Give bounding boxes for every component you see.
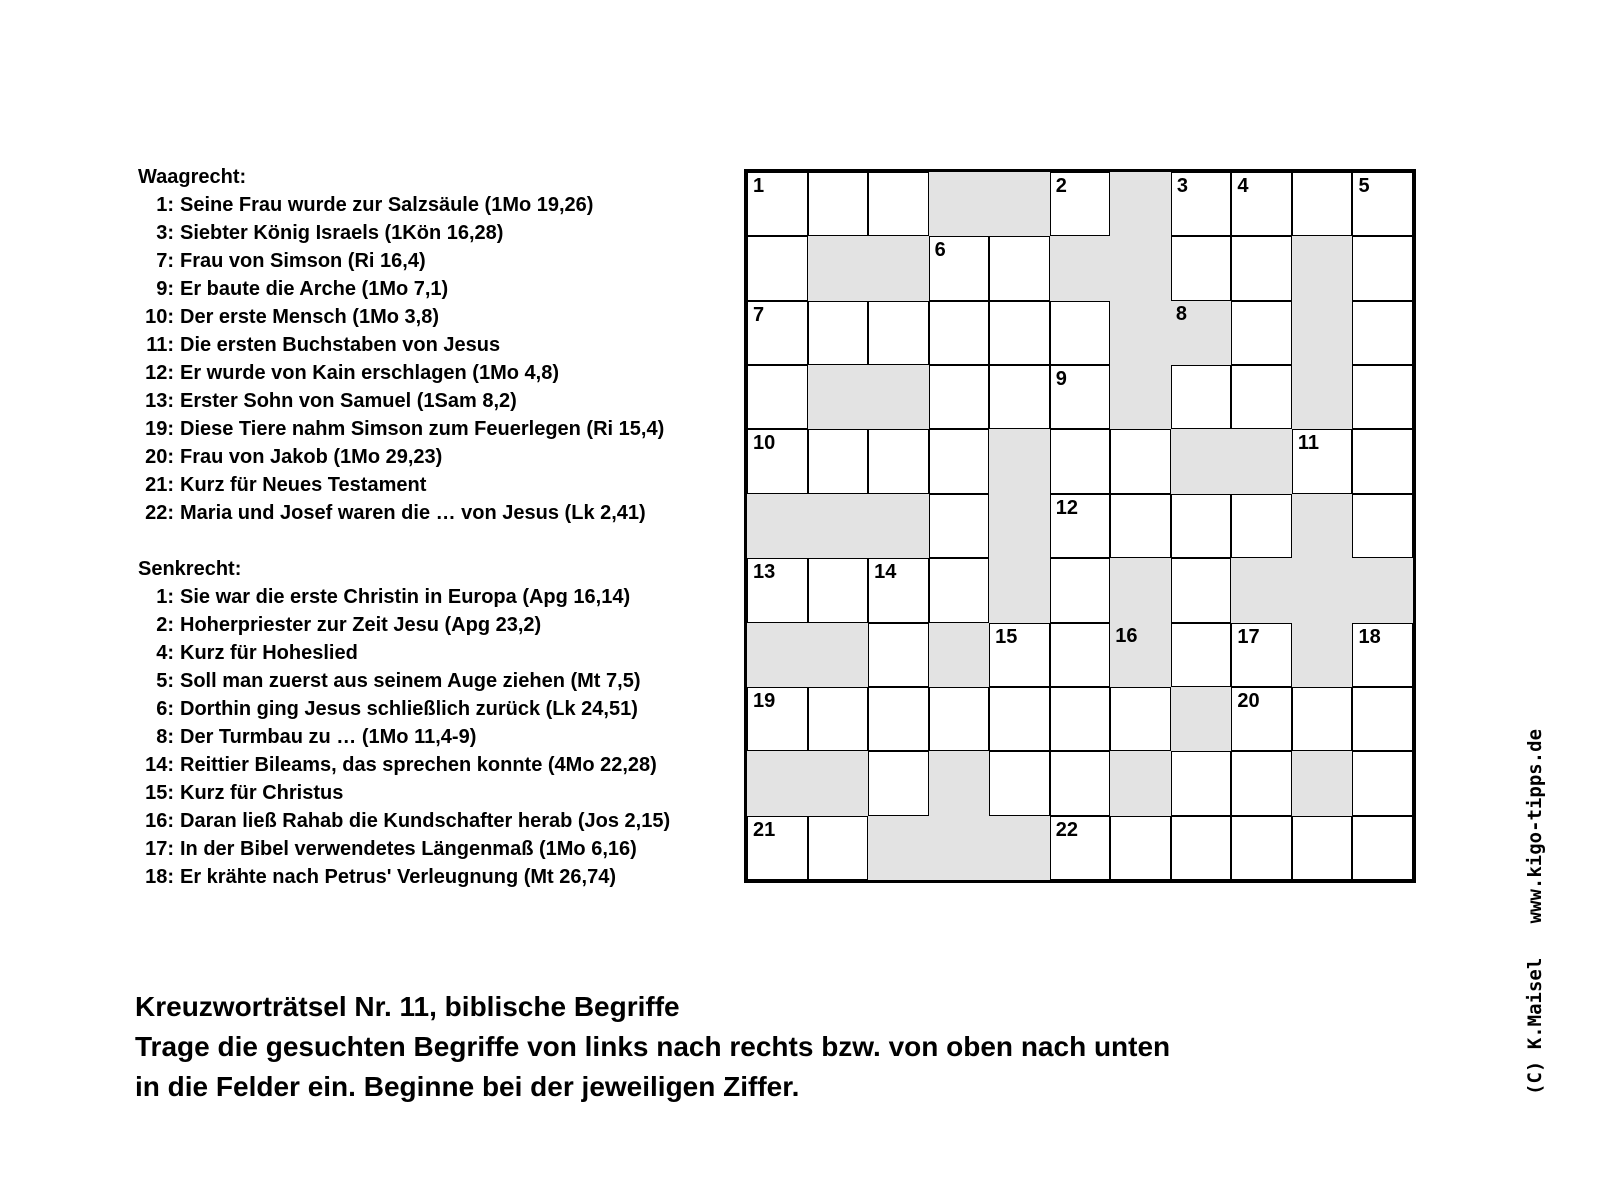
grid-cell[interactable] (1231, 494, 1292, 558)
grid-cell[interactable] (1171, 751, 1232, 815)
grid-block (989, 494, 1050, 558)
grid-cell[interactable] (1292, 172, 1353, 236)
grid-cell[interactable] (1231, 751, 1292, 815)
cell-number: 19 (753, 689, 776, 712)
clue-text: Soll man zuerst aus seinem Auge ziehen (Mt 7,5) (180, 670, 641, 692)
clue-text: Der Turmbau zu … (1Mo 11,4-9) (180, 726, 477, 748)
clue-item (138, 695, 718, 723)
grid-cell[interactable] (989, 687, 1050, 751)
clue-item (138, 863, 718, 891)
grid-cell[interactable] (1050, 816, 1111, 880)
cell-number: 3 (1176, 175, 1188, 197)
grid-cell[interactable] (1171, 623, 1232, 687)
clue-item (138, 667, 718, 695)
clue-text: Kurz für Christus (180, 782, 344, 804)
cell-number: 10 (753, 432, 776, 455)
clue-item (138, 331, 718, 359)
clue-text: Seine Frau wurde zur Salzsäule (1Mo 19,26) (180, 194, 594, 216)
grid-cell[interactable] (1231, 816, 1292, 880)
cell-number: 22 (1055, 818, 1078, 841)
grid-cell[interactable] (1050, 429, 1111, 493)
clue-number: 3: (156, 222, 174, 244)
grid-cell[interactable] (1352, 751, 1413, 815)
grid-cell[interactable] (747, 687, 808, 751)
clue-text: Dorthin ging Jesus schließlich zurück (Lk 24,51) (180, 698, 638, 720)
instruction-line-1: Trage die gesuchten Begriffe von links nach rechts bzw. von oben nach unten (135, 1031, 1171, 1062)
grid-cell[interactable] (808, 429, 869, 493)
grid-cell[interactable] (1352, 365, 1413, 429)
grid-block (1110, 301, 1171, 365)
cell-number: 5 (1358, 175, 1370, 197)
cell-number: 15 (995, 625, 1018, 648)
grid-block (1171, 301, 1232, 365)
cell-number: 14 (874, 561, 897, 584)
grid-block (808, 751, 869, 815)
grid-block (989, 816, 1050, 880)
grid-cell[interactable] (808, 558, 869, 622)
grid-cell[interactable] (747, 558, 808, 622)
clue-text: Der erste Mensch (1Mo 3,8) (180, 306, 439, 328)
grid-cell[interactable] (1231, 172, 1292, 236)
clue-item (138, 639, 718, 667)
grid-cell[interactable] (868, 429, 929, 493)
clue-text: Hoherpriester zur Zeit Jesu (Apg 23,2) (180, 614, 542, 636)
grid-block (747, 623, 808, 687)
grid-block (989, 558, 1050, 622)
copyright-credit: (C) K.Maisel www.kigo-tipps.de (1524, 728, 1546, 1095)
grid-block (1292, 751, 1353, 815)
grid-cell[interactable] (1050, 687, 1111, 751)
grid-block (1352, 558, 1413, 622)
grid-cell[interactable] (1231, 301, 1292, 365)
puzzle-title: Kreuzworträtsel Nr. 11, biblische Begriffe (135, 991, 680, 1022)
grid-cell[interactable] (1110, 687, 1171, 751)
grid-block (1292, 558, 1353, 622)
grid-cell[interactable] (868, 623, 929, 687)
clue-item (138, 247, 718, 275)
grid-cell[interactable] (868, 751, 929, 815)
clue-item (138, 807, 718, 835)
grid-block (808, 623, 869, 687)
cell-number: 8 (1175, 302, 1187, 325)
grid-cell[interactable] (868, 687, 929, 751)
grid-block (868, 236, 929, 300)
grid-block (1110, 558, 1171, 622)
cell-number: 1 (753, 175, 765, 197)
grid-cell[interactable] (1231, 236, 1292, 300)
grid-block (1110, 172, 1171, 236)
crossword-grid (744, 169, 1416, 883)
cell-number: 6 (934, 239, 946, 262)
clue-number: 9: (156, 278, 174, 300)
cell-number: 20 (1237, 689, 1260, 712)
cell-number: 2 (1055, 175, 1067, 197)
grid-cell[interactable] (808, 172, 869, 236)
clue-item (138, 583, 718, 611)
clue-item (138, 471, 718, 499)
grid-block (808, 236, 869, 300)
clue-item (138, 359, 718, 387)
clue-list (138, 163, 718, 891)
clue-text: Er krähte nach Petrus' Verleugnung (Mt 26,74) (180, 866, 616, 888)
grid-cell[interactable] (1352, 429, 1413, 493)
cell-number: 11 (1297, 432, 1320, 455)
grid-cell[interactable] (1050, 301, 1111, 365)
clue-text: Frau von Simson (Ri 16,4) (180, 250, 426, 272)
clue-number: 14: (145, 754, 174, 776)
grid-block (808, 365, 869, 429)
across-heading: Waagrecht: (138, 166, 247, 188)
grid-cell[interactable] (1050, 558, 1111, 622)
grid-block (989, 429, 1050, 493)
clue-text: Kurz für Neues Testament (180, 474, 427, 496)
clue-number: 5: (156, 670, 174, 692)
grid-block (808, 494, 869, 558)
clue-text: Kurz für Hoheslied (180, 642, 358, 664)
grid-cell[interactable] (1292, 816, 1353, 880)
grid-cell[interactable] (929, 365, 990, 429)
grid-cell[interactable] (1171, 558, 1232, 622)
grid-block (1110, 365, 1171, 429)
grid-block (929, 751, 990, 815)
grid-cell[interactable] (1110, 429, 1171, 493)
grid-cell[interactable] (929, 494, 990, 558)
grid-cell[interactable] (1171, 494, 1232, 558)
clue-item (138, 779, 718, 807)
grid-cell[interactable] (747, 236, 808, 300)
grid-cell[interactable] (1171, 172, 1232, 236)
grid-block (989, 172, 1050, 236)
grid-cell[interactable] (989, 301, 1050, 365)
cell-number: 4 (1237, 175, 1249, 197)
grid-cell[interactable] (1352, 687, 1413, 751)
cell-number: 16 (1115, 624, 1138, 647)
grid-cell[interactable] (747, 365, 808, 429)
cell-number: 7 (753, 303, 765, 326)
grid-cell[interactable] (747, 172, 808, 236)
clue-text: Siebter König Israels (1Kön 16,28) (180, 222, 504, 244)
clue-text: In der Bibel verwendetes Längenmaß (1Mo 6,16) (180, 838, 637, 860)
clue-item (138, 835, 718, 863)
grid-block (1292, 236, 1353, 300)
clue-text: Maria und Josef waren die … von Jesus (Lk 2,41) (180, 502, 646, 524)
grid-cell[interactable] (808, 816, 869, 880)
grid-cell[interactable] (1110, 816, 1171, 880)
grid-cell[interactable] (929, 301, 990, 365)
clue-number: 10: (145, 306, 174, 328)
grid-cell[interactable] (747, 301, 808, 365)
grid-cell[interactable] (1050, 365, 1111, 429)
cell-number: 18 (1358, 625, 1381, 648)
grid-block (747, 751, 808, 815)
grid-block (929, 172, 990, 236)
grid-block (1171, 687, 1232, 751)
grid-block (1292, 494, 1353, 558)
grid-cell[interactable] (989, 365, 1050, 429)
grid-cell[interactable] (989, 236, 1050, 300)
grid-block (1231, 429, 1292, 493)
grid-cell[interactable] (1050, 494, 1111, 558)
clue-item (138, 611, 718, 639)
clue-number: 1: (156, 586, 174, 608)
cell-number: 21 (753, 818, 776, 841)
down-clues (138, 583, 718, 891)
grid-block (1050, 236, 1111, 300)
grid-cell[interactable] (1352, 172, 1413, 236)
grid-cell[interactable] (1352, 494, 1413, 558)
grid-cell[interactable] (1292, 687, 1353, 751)
clue-number: 8: (156, 726, 174, 748)
grid-cell[interactable] (1050, 751, 1111, 815)
grid-cell[interactable] (747, 429, 808, 493)
clue-text: Daran ließ Rahab die Kundschafter herab (Jos 2,15) (180, 810, 671, 832)
grid-block (1292, 365, 1353, 429)
grid-block (868, 365, 929, 429)
clue-number: 15: (145, 782, 174, 804)
clue-item (138, 723, 718, 751)
clue-item (138, 303, 718, 331)
clue-item (138, 275, 718, 303)
grid-cell[interactable] (989, 623, 1050, 687)
clue-number: 21: (145, 474, 174, 496)
clue-number: 11: (146, 334, 174, 356)
grid-block (1231, 558, 1292, 622)
grid-cell[interactable] (989, 751, 1050, 815)
grid-cell[interactable] (808, 687, 869, 751)
clue-item (138, 415, 718, 443)
grid-block (1110, 623, 1171, 687)
grid-cell[interactable] (1171, 365, 1232, 429)
clue-number: 2: (156, 614, 174, 636)
clue-item (138, 499, 718, 527)
grid-cell[interactable] (868, 301, 929, 365)
grid-cell[interactable] (1231, 623, 1292, 687)
clue-text: Erster Sohn von Samuel (1Sam 8,2) (180, 390, 517, 412)
clue-number: 1: (156, 194, 174, 216)
grid-cell[interactable] (1171, 816, 1232, 880)
clue-number: 19: (145, 418, 174, 440)
cell-number: 17 (1237, 625, 1260, 648)
grid-cell[interactable] (1110, 494, 1171, 558)
down-heading: Senkrecht: (138, 558, 242, 580)
clue-number: 6: (156, 698, 174, 720)
clue-number: 13: (145, 390, 174, 412)
across-clues (138, 191, 718, 527)
grid-cell[interactable] (1292, 429, 1353, 493)
grid-cell[interactable] (1352, 816, 1413, 880)
cell-number: 9 (1055, 368, 1067, 391)
clue-number: 20: (145, 446, 174, 468)
grid-cell[interactable] (1050, 623, 1111, 687)
clue-text: Frau von Jakob (1Mo 29,23) (180, 446, 443, 468)
grid-block (1292, 301, 1353, 365)
clue-item (138, 443, 718, 471)
clue-number: 4: (156, 642, 174, 664)
grid-cell[interactable] (1231, 687, 1292, 751)
grid-cell[interactable] (1171, 236, 1232, 300)
clue-item (138, 219, 718, 247)
clue-item (138, 387, 718, 415)
cell-number: 13 (753, 561, 776, 584)
grid-block (868, 816, 929, 880)
instruction-line-2: in die Felder ein. Beginne bei der jeweiligen Ziffer. (135, 1071, 800, 1102)
grid-block (1110, 751, 1171, 815)
clue-number: 22: (145, 502, 174, 524)
cell-number: 12 (1055, 496, 1078, 519)
grid-block (747, 494, 808, 558)
grid-cell[interactable] (1050, 172, 1111, 236)
clue-text: Diese Tiere nahm Simson zum Feuerlegen (Ri 15,4) (180, 418, 665, 440)
grid-cell[interactable] (1352, 623, 1413, 687)
grid-block (1171, 429, 1232, 493)
grid-block (929, 623, 990, 687)
clue-item (138, 751, 718, 779)
grid-cell[interactable] (929, 687, 990, 751)
clue-number: 18: (145, 866, 174, 888)
grid-cell[interactable] (747, 816, 808, 880)
grid-cell[interactable] (929, 429, 990, 493)
clue-text: Reittier Bileams, das sprechen konnte (4Mo 22,28) (180, 754, 657, 776)
grid-cell[interactable] (868, 558, 929, 622)
clue-number: 17: (145, 838, 174, 860)
clue-text: Er baute die Arche (1Mo 7,1) (180, 278, 449, 300)
grid-cell[interactable] (1231, 365, 1292, 429)
grid-cell[interactable] (1352, 236, 1413, 300)
instructions (135, 987, 1435, 1107)
grid-block (929, 816, 990, 880)
grid-cell[interactable] (929, 558, 990, 622)
clue-text: Sie war die erste Christin in Europa (Apg 16,14) (180, 586, 631, 608)
grid-cell[interactable] (868, 172, 929, 236)
clue-item (138, 191, 718, 219)
clue-number: 12: (145, 362, 174, 384)
grid-cell[interactable] (808, 301, 869, 365)
clue-text: Er wurde von Kain erschlagen (1Mo 4,8) (180, 362, 559, 384)
grid-cell[interactable] (929, 236, 990, 300)
grid-cell[interactable] (1352, 301, 1413, 365)
clue-text: Die ersten Buchstaben von Jesus (180, 334, 501, 356)
grid-block (1110, 236, 1171, 300)
grid-block (1292, 623, 1353, 687)
grid-block (868, 494, 929, 558)
clue-number: 16: (145, 810, 174, 832)
clue-number: 7: (156, 250, 174, 272)
